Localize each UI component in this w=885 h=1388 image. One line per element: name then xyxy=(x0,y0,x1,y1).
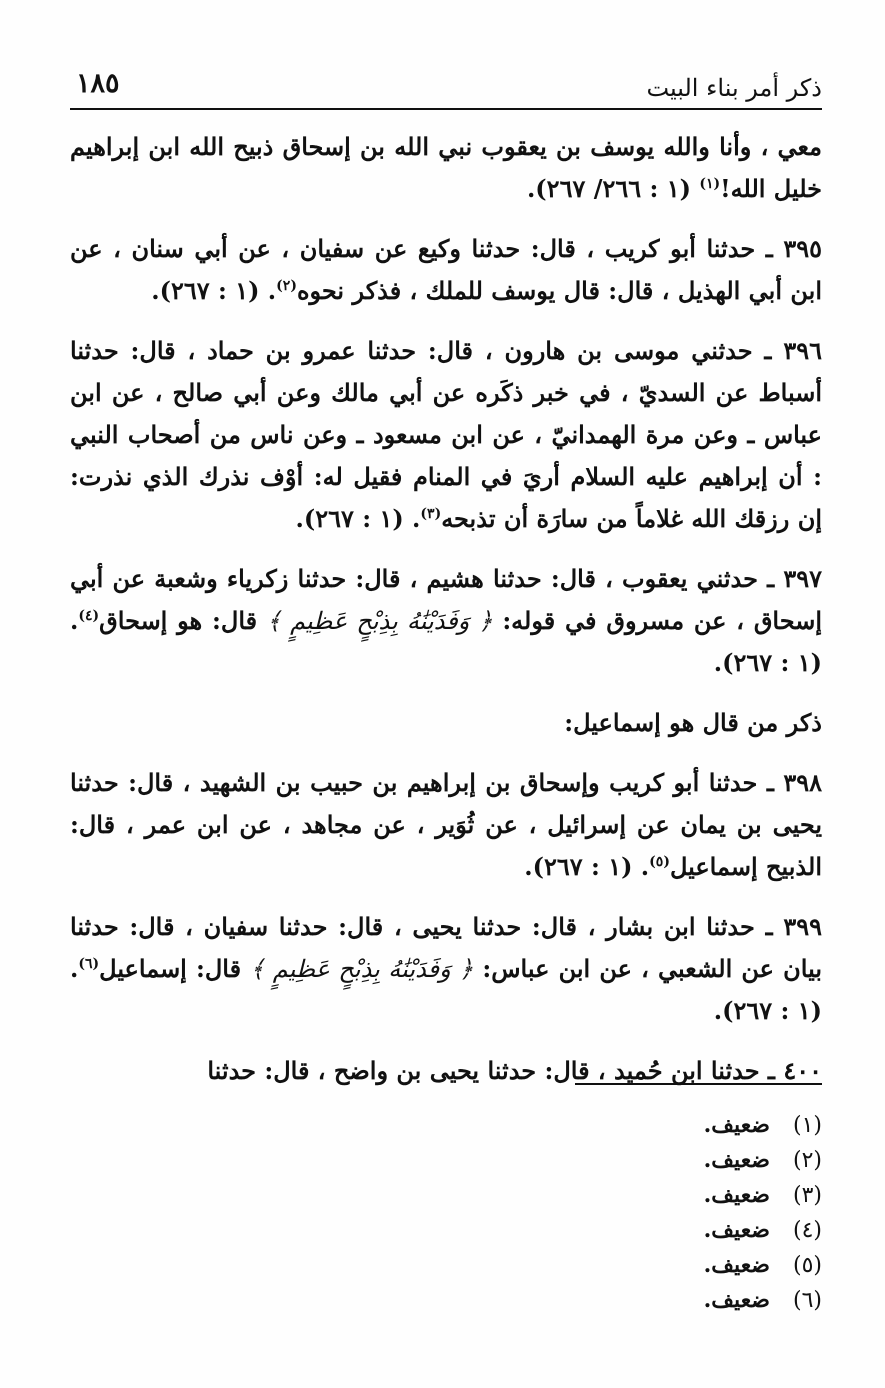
page-body xyxy=(70,126,822,1110)
footnote-item xyxy=(522,1178,822,1213)
footnote-number: (١) xyxy=(792,1113,822,1138)
running-title: ذكر أمر بناء البيت xyxy=(646,74,822,102)
quran-verse: ﴿ وَفَدَيْنَٰهُ بِذِبْحٍ عَظِيمٍ ﴾ xyxy=(266,607,493,635)
hadith-number: ٣٩٩ xyxy=(783,912,822,941)
hadith-number: ٣٩٦ xyxy=(783,336,822,365)
footnote-text: ضعيف. xyxy=(703,1147,770,1173)
paragraph-397: ٣٩٧ ـ حدثني يعقوب ، قال: حدثنا هشيم ، قال: حدثنا زكرياء وشعبة عن أبي إسحاق ، عن مسروق في قوله: ﴿ وَفَدَيْنَٰهُ بِذِبْحٍ عَظِيمٍ ﴾ قال: هو إسحاق$^{(٤)}$. (١ : ٢٦٧). xyxy=(70,564,823,677)
page-header xyxy=(70,68,822,110)
paragraph-400: ٤٠٠ ـ حدثنا ابن حُميد ، قال: حدثنا يحيى بن واضح ، قال: حدثنا xyxy=(207,1056,822,1085)
hadith-number: ٣٩٨ xyxy=(783,768,822,797)
footnote-divider xyxy=(575,1083,822,1085)
footnote-text: ضعيف. xyxy=(703,1252,770,1278)
paragraph-399: ٣٩٩ ـ حدثنا ابن بشار ، قال: حدثنا يحيى ، قال: حدثنا سفيان ، قال: حدثنا بيان عن الشعبي ، عن ابن عباس: ﴿ وَفَدَيْنَٰهُ بِذِبْحٍ عَظِيمٍ ﴾ قال: إسماعيل$^{(٦)}$. (١ : ٢٦٧). xyxy=(70,912,822,1025)
footnote-item xyxy=(522,1143,822,1178)
footnote-number: (٢) xyxy=(792,1148,822,1173)
paragraph-continuation: معي ، وأنا والله يوسف بن يعقوب نبي الله بن إسحاق ذبيح الله ابن إبراهيم خليل الله!$^{(١)}$ (١ : ٢٦٦/ ٢٦٧). xyxy=(70,132,822,203)
hadith-number: ٤٠٠ xyxy=(783,1056,822,1085)
hadith-number: ٣٩٧ xyxy=(783,564,822,593)
paragraph-398: ٣٩٨ ـ حدثنا أبو كريب وإسحاق بن إبراهيم بن حبيب بن الشهيد ، قال: حدثنا يحيى بن يمان عن إسرائيل ، عن ثُوَير ، عن مجاهد ، عن ابن عمر ، قال: الذبيح إسماعيل$^{(٥)}$. (١ : ٢٦٧). xyxy=(70,768,822,881)
footnote-item xyxy=(522,1248,822,1283)
footnote-ref: (٢) xyxy=(276,278,297,294)
footnotes-list xyxy=(522,1108,822,1318)
footnote-text: ضعيف. xyxy=(703,1287,770,1313)
paragraph-396: ٣٩٦ ـ حدثني موسى بن هارون ، قال: حدثنا عمرو بن حماد ، قال: حدثنا أسباط عن السديّ ، في خبر ذكَره عن أبي مالك وعن أبي صالح ، عن ابن عباس ـ وعن مرة الهمدانيّ ، عن ابن مسعود ـ وعن ناس من أصحاب النبي : أن إبراهيم عليه السلام أريَ في المنام فقيل له: أوْف نذرك الذي نذرت: إن رزقك الله غلاماً من سارَة أن تذبحه$^{(٣)}$. (١ : ٢٦٧). xyxy=(70,336,822,533)
footnote-ref: (١) xyxy=(699,176,721,192)
footnote-ref: (٣) xyxy=(420,506,442,522)
footnote-number: (٤) xyxy=(792,1218,822,1243)
footnote-item xyxy=(522,1283,822,1318)
footnote-ref: (٥) xyxy=(649,854,670,870)
footnote-text: ضعيف. xyxy=(703,1182,770,1208)
footnote-ref: (٤) xyxy=(78,608,100,624)
footnote-text: ضعيف. xyxy=(703,1112,770,1138)
hadith-number: ٣٩٥ xyxy=(783,234,822,263)
footnote-item xyxy=(522,1108,822,1143)
footnote-ref: (٦) xyxy=(78,956,100,972)
footnote-item xyxy=(522,1213,822,1248)
page-number: ١٨٥ xyxy=(76,68,120,99)
quran-verse: ﴿ وَفَدَيْنَٰهُ بِذِبْحٍ عَظِيمٍ ﴾ xyxy=(250,955,474,983)
footnote-number: (٦) xyxy=(792,1288,822,1313)
paragraph-395: ٣٩٥ ـ حدثنا أبو كريب ، قال: حدثنا وكيع عن سفيان ، عن أبي سنان ، عن ابن أبي الهذيل ، قال: قال يوسف للملك ، فذكر نحوه$^{(٢)}$. (١ : ٢٦٧). xyxy=(70,234,822,305)
section-heading: ذكر من قال هو إسماعيل: xyxy=(564,708,822,737)
footnote-number: (٥) xyxy=(792,1253,822,1278)
footnote-number: (٣) xyxy=(792,1183,822,1208)
footnote-text: ضعيف. xyxy=(703,1217,770,1243)
